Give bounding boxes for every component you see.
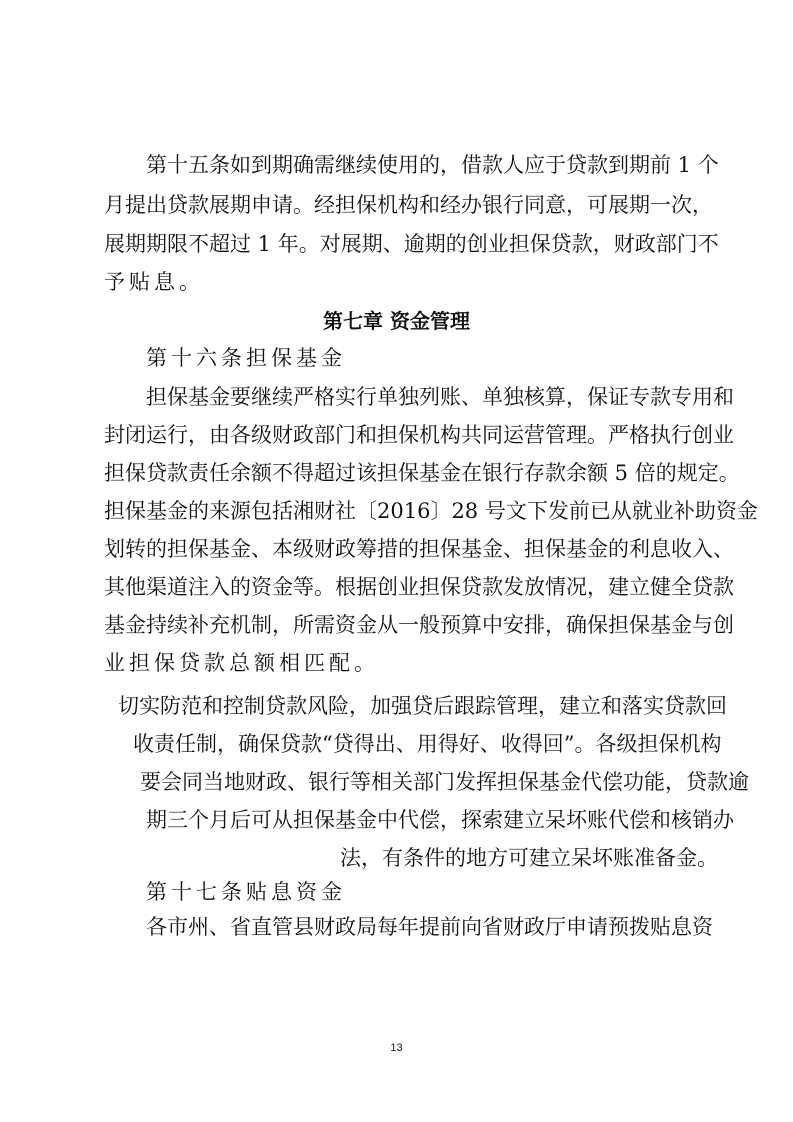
article-title: 第十六条担保基金: [146, 346, 346, 370]
paragraph-line: 担保基金要继续严格实行单独列账、单独核算，保证专款专用和: [146, 385, 734, 409]
paragraph-line: 基金持续补充机制，所需资金从一般预算中安排，确保担保基金与创: [104, 613, 734, 637]
paragraph-line: 第十五条如到期确需继续使用的，借款人应于贷款到期前 1 个: [146, 153, 719, 177]
paragraph-line: 月提出贷款展期申请。经担保机构和经办银行同意，可展期一次，: [104, 193, 713, 217]
paragraph-line: 各市州、省直管县财政局每年提前向省财政厅申请预拨贴息资: [146, 915, 713, 939]
paragraph-line: 要会同当地财政、银行等相关部门发挥担保基金代偿功能，贷款逾: [140, 770, 749, 794]
paragraph-line: 收责任制，确保贷款“贷得出、用得好、收得回”。各级担保机构: [133, 732, 722, 756]
chapter-heading: 第七章 资金管理: [323, 309, 470, 333]
paragraph-line: 法，有条件的地方可建立呆坏账准备金。: [340, 846, 718, 870]
paragraph-line: 期三个月后可从担保基金中代偿，探索建立呆坏账代偿和核销办: [146, 808, 734, 832]
article-title: 第十七条贴息资金: [146, 880, 346, 904]
paragraph-line: 划转的担保基金、本级财政筹措的担保基金、担保基金的利息收入、: [104, 537, 734, 561]
paragraph-line: 切实防范和控制贷款风险，加强贷后跟踪管理，建立和落实贷款回: [118, 694, 727, 718]
paragraph-line: 担保贷款责任余额不得超过该担保基金在银行存款余额 5 倍的规定。: [104, 461, 740, 485]
paragraph-line: 其他渠道注入的资金等。根据创业担保贷款发放情况，建立健全贷款: [104, 575, 734, 599]
paragraph-line: 予贴息。: [104, 270, 204, 294]
paragraph-line: 担保基金的来源包括湘财社〔2016〕28 号文下发前已从就业补助资金: [104, 499, 758, 523]
paragraph-line: 封闭运行，由各级财政部门和担保机构共同运营管理。严格执行创业: [104, 423, 734, 447]
paragraph-line: 展期期限不超过 1 年。对展期、逾期的创业担保贷款，财政部门不: [104, 232, 719, 256]
page-number: 13: [390, 1042, 403, 1054]
paragraph-line: 业担保贷款总额相匹配。: [104, 651, 379, 675]
